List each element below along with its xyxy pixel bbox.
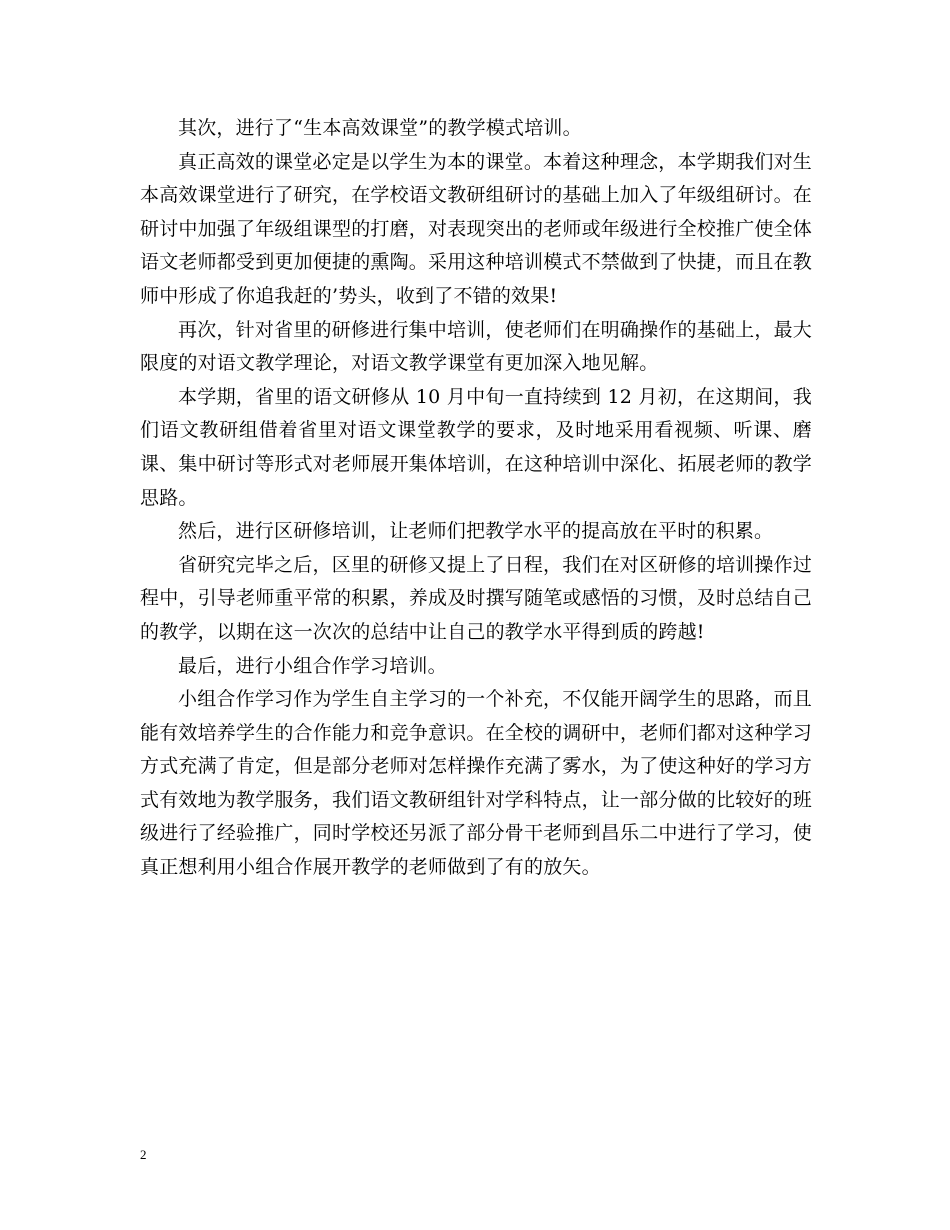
paragraph-6: 省研究完毕之后，区里的研修又提上了日程，我们在对区研修的培训操作过程中，引导老师重平常的积累，养成及时撰写随笔或感悟的习惯，及时总结自己的教学，以期在这一次次的总结中让自己的教学水平得到质的跨越!: [140, 553, 813, 643]
paragraph-2: 真正高效的课堂必定是以学生为本的课堂。本着这种理念，本学期我们对生本高效课堂进行了研究，在学校语文教研组研讨的基础上加入了年级组研讨。在研讨中加强了年级组课型的打磨，对表现突出的老师或年级进行全校推广使全体语文老师都受到更加便捷的熏陶。采用这种培训模式不禁做到了快捷，而且在教师中形成了你追我赶的’势头，收到了不错的效果!: [140, 150, 813, 307]
paragraph-4: 本学期，省里的语文研修从 10 月中旬一直持续到 12 月初，在这期间，我们语文教研组借着省里对语文课堂教学的要求，及时地采用看视频、听课、磨课、集中研讨等形式对老师展开集体培训，在这种培训中深化、拓展老师的教学思路。: [140, 385, 813, 509]
paragraph-5: 然后，进行区研修培训，让老师们把教学水平的提高放在平时的积累。: [178, 520, 774, 543]
paragraph-7: 最后，进行小组合作学习培训。: [178, 654, 447, 677]
page-number: 2: [140, 1147, 147, 1162]
body-text: [140, 112, 812, 885]
paragraph-3: 再次，针对省里的研修进行集中培训，使老师们在明确操作的基础上，最大限度的对语文教学理论，对语文教学课堂有更加深入地见解。: [140, 318, 812, 375]
paragraph-8: 小组合作学习作为学生自主学习的一个补充，不仅能开阔学生的思路，而且能有效培养学生的合作能力和竞争意识。在全校的调研中，老师们都对这种学习方式充满了肯定，但是部分老师对怎样操作充满了雾水，为了使这种好的学习方式有效地为教学服务，我们语文教研组针对学科特点，让一部分做的比较好的班级进行了经验推广，同时学校还另派了部分骨干老师到昌乐二中进行了学习，使真正想利用小组合作展开教学的老师做到了有的放矢。: [140, 688, 813, 879]
paragraph-1: 其次，进行了“生本高效课堂”的教学模式培训。: [178, 117, 582, 139]
